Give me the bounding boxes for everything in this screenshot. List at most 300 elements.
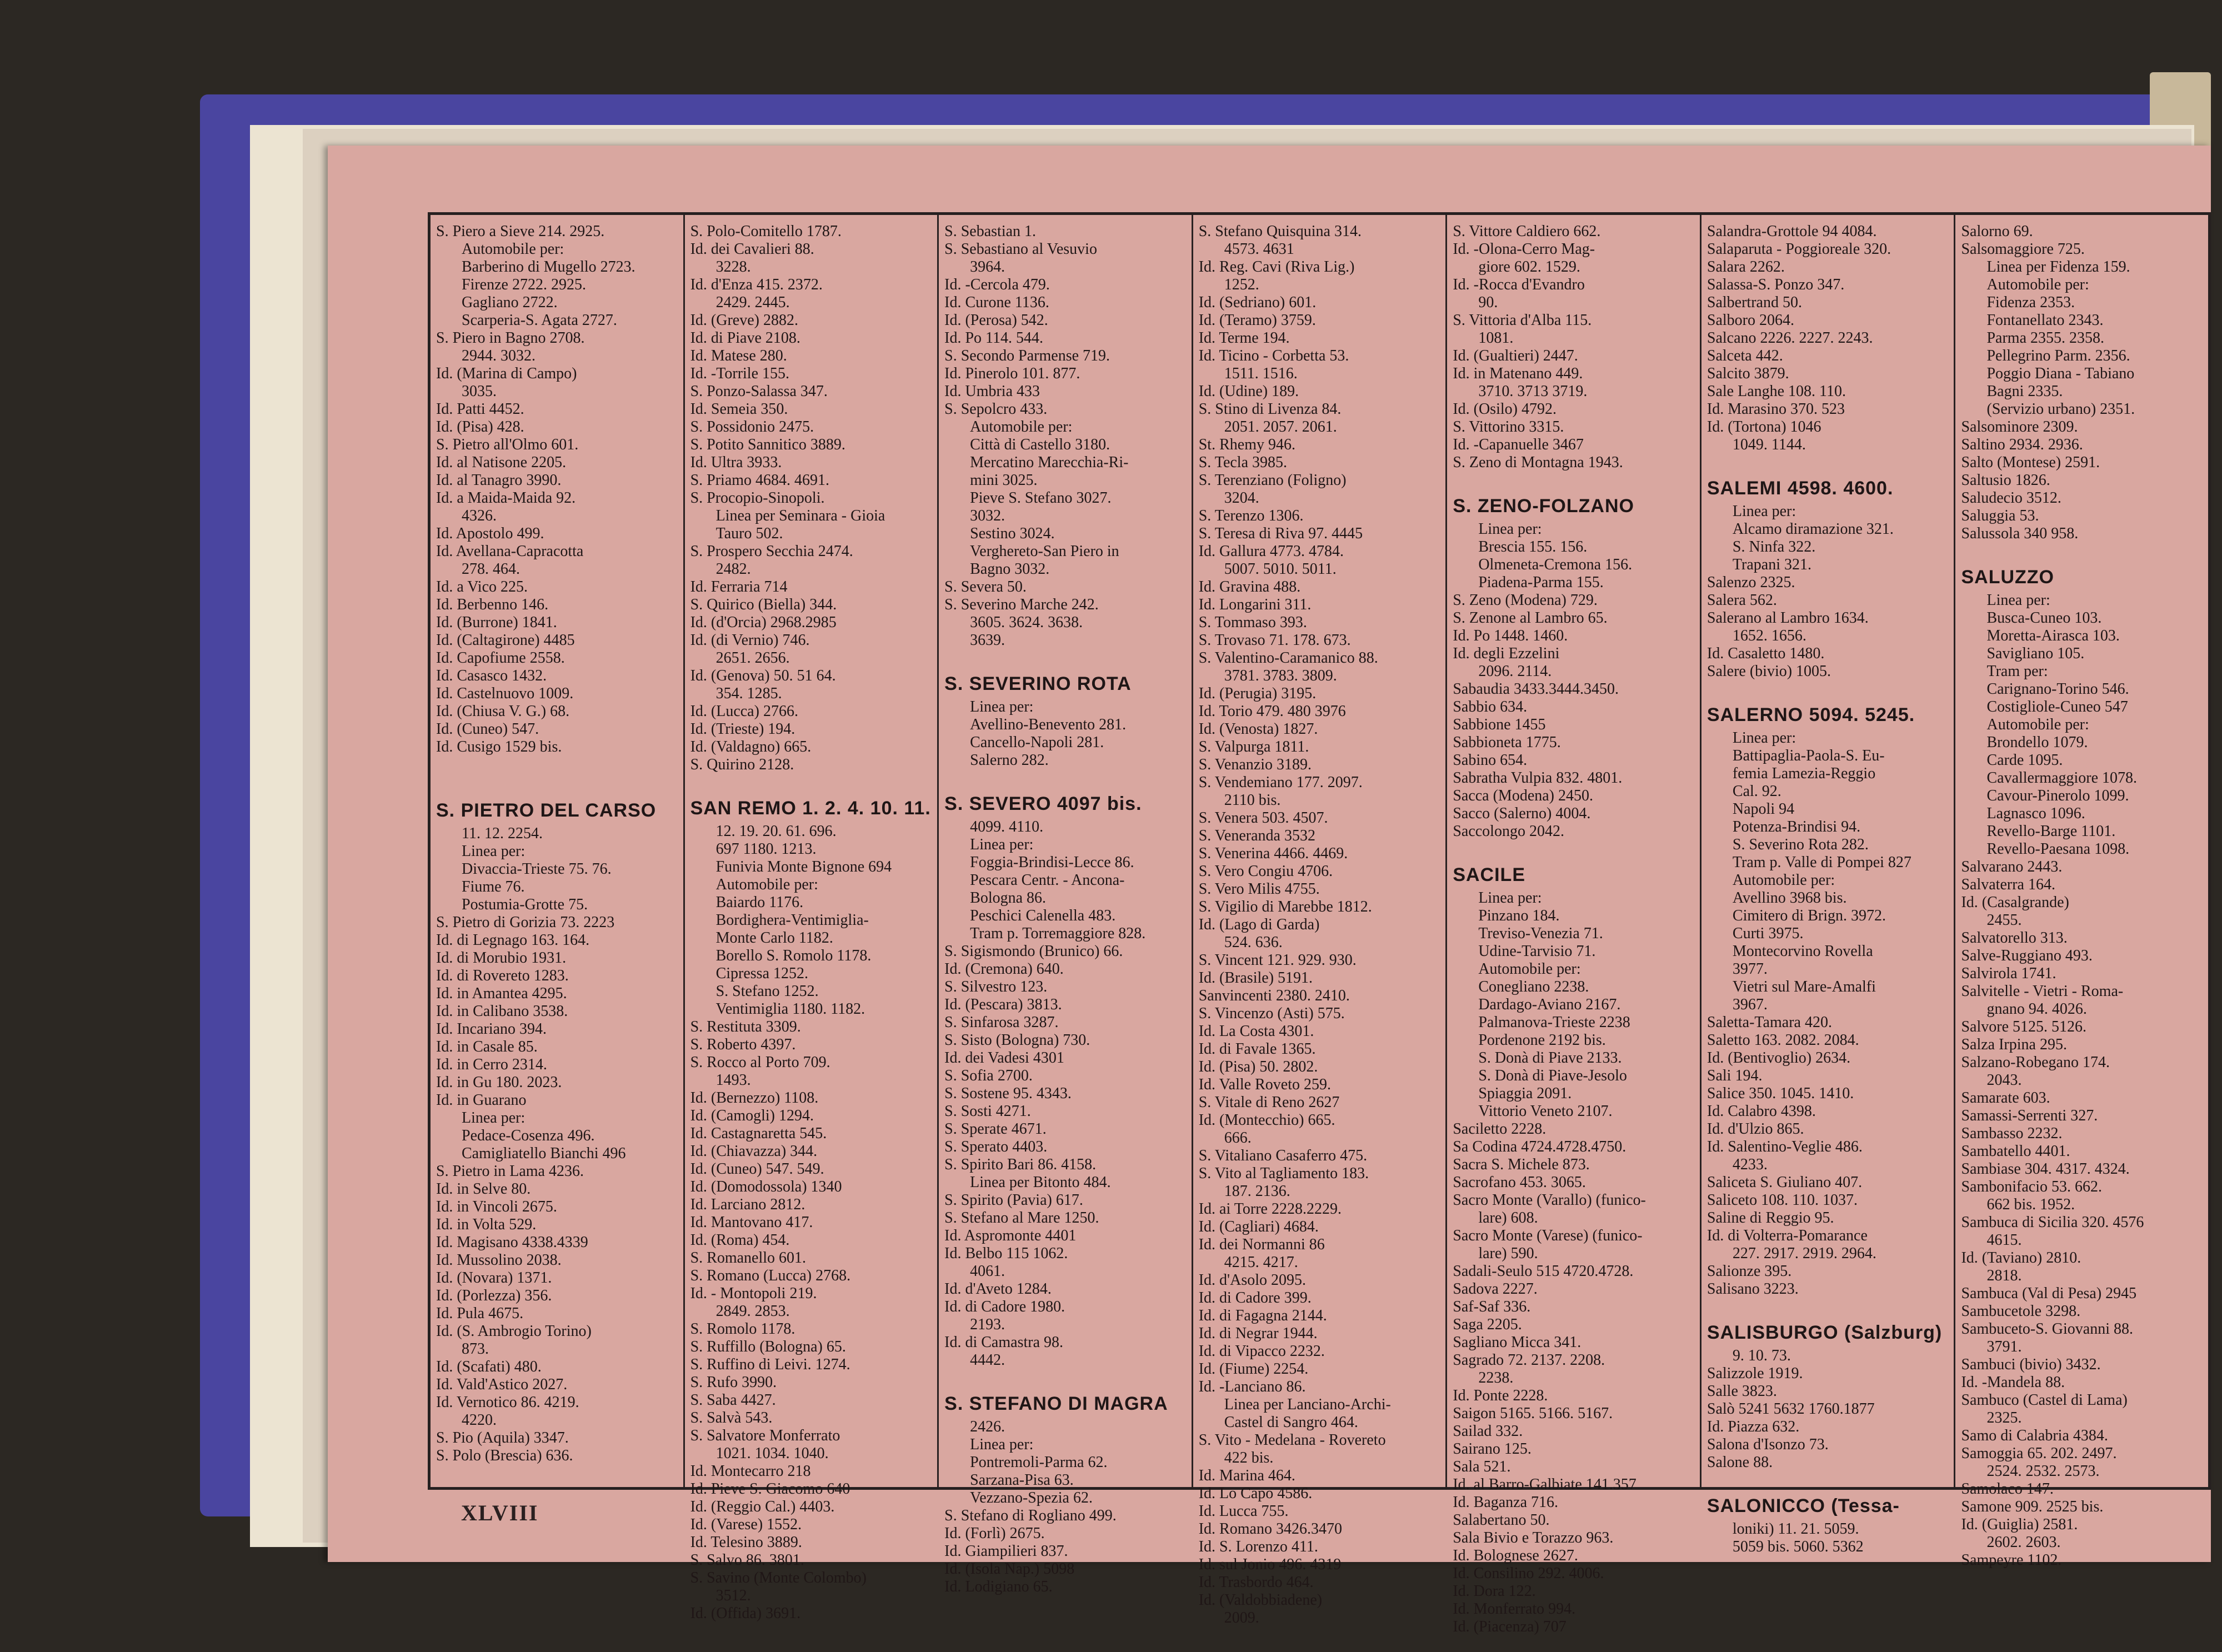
index-entry: Salona d'Isonzo 73. <box>1706 1436 1829 1453</box>
index-entry: Brondello 1079. <box>1986 734 2088 751</box>
index-entry: Pieve S. Stefano 3027. <box>970 489 1112 507</box>
index-entry: Salsominore 2309. <box>1961 418 2078 435</box>
index-entry: Id. Curone 1136. <box>944 294 1049 311</box>
index-entry: Sabino 654. <box>1453 752 1528 769</box>
index-entry: S. Spirito (Pavia) 617. <box>944 1192 1083 1209</box>
index-entry: Id. Giampilieri 837. <box>944 1543 1068 1560</box>
index-entry: S. Sofia 2700. <box>944 1067 1033 1084</box>
index-entry: Costigliole-Cuneo 547 <box>1986 698 2128 715</box>
index-entry: Id. Mantovano 417. <box>690 1214 813 1231</box>
index-entry: Automobile per: <box>970 418 1073 435</box>
index-entry: 2944. 3032. <box>462 347 536 364</box>
index-entry: 2051. 2057. 2061. <box>1224 418 1337 435</box>
index-entry: Id. Montecarro 218 <box>690 1463 811 1480</box>
index-entry: Cal. 92. <box>1732 783 1781 800</box>
index-entry: 3605. 3624. 3638. <box>970 614 1083 631</box>
index-entry: Id. di Piave 2108. <box>690 329 800 347</box>
index-entry: Id. (Forlì) 2675. <box>944 1525 1045 1542</box>
index-entry: Samo di Calabria 4384. <box>1961 1427 2108 1444</box>
index-entry: Sampeyre 1102. <box>1961 1551 2062 1569</box>
index-heading: S. STEFANO DI MAGRA <box>944 1393 1168 1414</box>
index-entry: 1021. 1034. 1040. <box>715 1445 829 1462</box>
index-entry: Id. di Legnago 163. 164. <box>436 932 590 949</box>
index-entry: Sagrado 72. 2137. 2208. <box>1453 1351 1605 1369</box>
index-entry: Sambasso 2232. <box>1961 1125 2063 1142</box>
index-entry: Id. Vald'Astico 2027. <box>436 1376 568 1393</box>
index-entry: Sadali-Seulo 515 4720.4728. <box>1453 1263 1634 1280</box>
index-entry: Sala 521. <box>1453 1458 1511 1475</box>
index-entry: Pescara Centr. - Ancona- <box>970 872 1125 889</box>
index-entry: Saliceto 108. 110. 1037. <box>1706 1192 1858 1209</box>
index-entry: Saga 2205. <box>1453 1316 1522 1333</box>
index-entry: Id. Salentino-Veglie 486. <box>1706 1138 1863 1155</box>
index-entry: Linea per: <box>462 1109 526 1127</box>
index-entry: S. Vero Congiu 4706. <box>1198 863 1333 880</box>
index-entry: Sabbione 1455 <box>1453 716 1546 733</box>
index-entry: Linea per Seminara - Gioia <box>715 507 885 524</box>
index-heading: S. PIETRO DEL CARSO <box>436 800 657 821</box>
index-entry: Id. Torio 479. 480 3976 <box>1198 703 1346 720</box>
index-entry: Samassi-Serrenti 327. <box>1961 1107 2098 1124</box>
index-entry: Id. Po 114. 544. <box>944 329 1044 347</box>
index-entry: Id. sul Jonio 496. 4319 <box>1198 1556 1342 1573</box>
index-entry: Sagliano Micca 341. <box>1453 1334 1582 1351</box>
index-column <box>685 215 939 1622</box>
index-entry: Id. (Guiglia) 2581. <box>1961 1516 2078 1533</box>
index-entry: Id. Gallura 4773. 4784. <box>1198 543 1344 560</box>
index-entry: Salandra-Grottole 94 4084. <box>1706 223 1877 240</box>
index-entry: Salbertrand 50. <box>1706 294 1802 311</box>
index-entry: Scarperia-S. Agata 2727. <box>462 312 617 329</box>
index-entry: Id. Matese 280. <box>690 347 787 364</box>
index-entry: 422 bis. <box>1224 1449 1274 1466</box>
index-entry: S. Valentino-Caramanico 88. <box>1198 649 1378 667</box>
index-entry: 2238. <box>1478 1369 1514 1386</box>
index-entry: Salcano 2226. 2227. 2243. <box>1706 329 1873 347</box>
index-entry: Potenza-Brindisi 94. <box>1732 818 1861 835</box>
index-entry: S. Pietro in Lama 4236. <box>436 1163 584 1180</box>
index-entry: Saltusio 1826. <box>1961 472 2050 489</box>
index-entry: Id. (Chiusa V. G.) 68. <box>436 703 570 720</box>
index-entry: Id. (Porlezza) 356. <box>436 1287 552 1304</box>
index-entry: S. Potito Sannitico 3889. <box>690 436 845 453</box>
index-entry: 4326. <box>462 507 497 524</box>
index-entry: lare) 608. <box>1478 1209 1538 1227</box>
index-entry: S. Romano (Lucca) 2768. <box>690 1267 851 1284</box>
index-entry: Sabbioneta 1775. <box>1453 734 1561 751</box>
index-entry: 3710. 3713 3719. <box>1478 383 1588 400</box>
index-entry: Città di Castello 3180. <box>970 436 1110 453</box>
index-entry: S. Valpurga 1811. <box>1198 738 1309 755</box>
index-entry: 3035. <box>462 383 497 400</box>
index-entry: Id. Magisano 4338.4339 <box>436 1234 588 1251</box>
index-entry: S. Tecla 3985. <box>1198 454 1288 471</box>
index-entry: Sambuci (bivio) 3432. <box>1961 1356 2101 1373</box>
index-entry: 187. 2136. <box>1224 1183 1290 1200</box>
index-entry: S. Prospero Secchia 2474. <box>690 543 853 560</box>
index-entry: S. Stefano 1252. <box>715 983 819 1000</box>
index-entry: Sambucetole 3298. <box>1961 1303 2081 1320</box>
index-entry: S. Tommaso 393. <box>1198 614 1307 631</box>
index-entry: Cancello-Napoli 281. <box>970 734 1104 751</box>
index-entry: S. Rufo 3990. <box>690 1374 777 1391</box>
index-entry: 3977. <box>1732 960 1768 978</box>
index-entry: S. Pio (Aquila) 3347. <box>436 1429 569 1446</box>
index-entry: S. Pietro di Gorizia 73. 2223 <box>436 914 615 931</box>
index-entry: 2325. <box>1986 1409 2022 1426</box>
index-entry: S. Quirico (Biella) 344. <box>690 596 837 613</box>
index-entry: Id. (Perugia) 3195. <box>1198 685 1317 702</box>
index-entry: S. Vittoria d'Alba 115. <box>1453 312 1592 329</box>
index-entry: Fidenza 2353. <box>1986 294 2075 311</box>
page-number: XLVIII <box>461 1500 539 1525</box>
index-entry: S. Vincent 121. 929. 930. <box>1198 952 1357 969</box>
index-entry: Salò 5241 5632 1760.1877 <box>1706 1400 1875 1418</box>
index-entry: Id. (Scafati) 480. <box>436 1358 542 1375</box>
index-entry: Sacrofano 453. 3065. <box>1453 1174 1586 1191</box>
index-entry: Postumia-Grotte 75. <box>462 896 588 913</box>
index-entry: Id. (Perosa) 542. <box>944 312 1048 329</box>
index-entry: Id. (Trieste) 194. <box>690 720 795 738</box>
index-entry: Id. Larciano 2812. <box>690 1196 805 1213</box>
index-entry: S. Ruffillo (Bologna) 65. <box>690 1338 846 1355</box>
index-entry: 4061. <box>970 1263 1005 1280</box>
index-entry: Sambatello 4401. <box>1961 1143 2070 1160</box>
index-entry: Automobile per: <box>715 876 818 893</box>
index-entry: Id. dei Vadesi 4301 <box>944 1049 1064 1067</box>
entry-spacer <box>944 769 1186 779</box>
index-entry: gnano 94. 4026. <box>1986 1000 2087 1018</box>
index-entry: Id. Lo Capo 4586. <box>1198 1485 1313 1502</box>
index-entry: S. Ninfa 322. <box>1732 538 1816 555</box>
index-entry: Sambuceto-S. Giovanni 88. <box>1961 1320 2133 1338</box>
index-entry: Sale Langhe 108. 110. <box>1706 383 1846 400</box>
index-entry: Id. al Natisone 2205. <box>436 454 567 471</box>
index-entry: Id. (Osilo) 4792. <box>1453 401 1557 418</box>
index-entry: Saline di Reggio 95. <box>1706 1209 1834 1227</box>
index-entry: Conegliano 2238. <box>1478 978 1589 995</box>
index-entry: 1252. <box>1224 276 1259 293</box>
index-entry: S. Venera 503. 4507. <box>1198 809 1328 827</box>
index-entry: 3228. <box>715 258 751 276</box>
index-entry: Salcito 3879. <box>1706 365 1789 382</box>
index-entry: S. Salvatore Monferrato <box>690 1427 840 1444</box>
index-entry: Carignano-Torino 546. <box>1986 680 2129 698</box>
index-entry: 2096. 2114. <box>1478 663 1552 680</box>
index-entry: Napoli 94 <box>1732 800 1795 818</box>
index-entry: Salvitelle - Vietri - Roma- <box>1961 983 2124 1000</box>
index-entry: S. Vittorino 3315. <box>1453 418 1564 435</box>
index-entry: Id. (d'Orcia) 2968.2985 <box>690 614 837 631</box>
index-entry: 2043. <box>1986 1072 2022 1089</box>
index-entry: S. Vitale di Reno 2627 <box>1198 1094 1340 1111</box>
index-entry: Moretta-Airasca 103. <box>1986 627 2120 644</box>
index-entry: S. Vittore Caldiero 662. <box>1453 223 1601 240</box>
index-entry: Id. (Camogli) 1294. <box>690 1107 814 1124</box>
index-entry: Id. di Vipacco 2232. <box>1198 1343 1325 1360</box>
index-entry: Tram p. Valle di Pompei 827 <box>1732 854 1911 871</box>
index-entry: Id. di Morubio 1931. <box>436 949 567 967</box>
index-entry: Funivia Monte Bignone 694 <box>715 858 892 875</box>
index-entry: 524. 636. <box>1224 934 1283 951</box>
index-entry: Id. a Maida-Maida 92. <box>436 489 576 507</box>
index-entry: S. Trovaso 71. 178. 673. <box>1198 632 1351 649</box>
index-entry: Salboro 2064. <box>1706 312 1794 329</box>
index-entry: Id. di Fagagna 2144. <box>1198 1307 1327 1324</box>
index-entry: Id. Reg. Cavi (Riva Lig.) <box>1198 258 1355 276</box>
index-entry: Piadena-Parma 155. <box>1478 574 1604 591</box>
index-entry: Saletto 163. 2082. 2084. <box>1706 1032 1859 1049</box>
index-entry: S. Silvestro 123. <box>944 978 1048 995</box>
index-entry: Cavallermaggiore 1078. <box>1986 769 2138 787</box>
index-entry: S. Romanello 601. <box>690 1249 807 1266</box>
index-entry: Spiaggia 2091. <box>1478 1085 1572 1102</box>
index-entry: loniki) 11. 21. 5059. <box>1732 1520 1859 1538</box>
index-entry: Sairano 125. <box>1453 1440 1532 1458</box>
index-entry: Id. Umbria 433 <box>944 383 1040 400</box>
timetable-index-page <box>328 146 2211 1635</box>
index-entry: 4442. <box>970 1351 1005 1369</box>
index-entry: Sambuca di Sicilia 320. 4576 <box>1961 1214 2144 1231</box>
index-entry: S. Salvà 543. <box>690 1409 773 1426</box>
index-entry: S. Priamo 4684. 4691. <box>690 472 830 489</box>
index-entry: S. Sinfarosa 3287. <box>944 1014 1059 1031</box>
index-entry: Lagnasco 1096. <box>1986 805 2085 822</box>
entry-spacer <box>1961 543 2203 553</box>
index-entry: Id. al Barro-Galbiate 141.357 <box>1453 1476 1637 1493</box>
index-entry: S. Romolo 1178. <box>690 1320 795 1338</box>
index-entry: Id. (Piacenza) 707 <box>1453 1618 1567 1635</box>
index-entry: S. Vitaliano Casaferro 475. <box>1198 1147 1368 1164</box>
index-entry: Id. -Capanuelle 3467 <box>1453 436 1584 453</box>
index-entry: 3032. <box>970 507 1005 524</box>
index-entry: Cipressa 1252. <box>715 965 809 982</box>
entry-spacer <box>1707 680 1949 690</box>
index-entry: Id. (Novara) 1371. <box>436 1269 552 1286</box>
entry-spacer <box>436 766 678 776</box>
index-entry: S. Sisto (Bologna) 730. <box>944 1032 1090 1049</box>
index-entry: Sacro Monte (Varese) (funico- <box>1453 1227 1643 1244</box>
index-entry: S. Donà di Piave-Jesolo <box>1478 1067 1627 1084</box>
index-entry: Busca-Cuneo 103. <box>1986 609 2102 627</box>
index-entry: Linea per: <box>970 836 1034 853</box>
index-column <box>1447 215 1701 1635</box>
index-entry: S. Sperato 4403. <box>944 1138 1048 1155</box>
index-entry: Salabertano 50. <box>1453 1511 1550 1529</box>
entry-spacer <box>436 776 678 786</box>
index-entry: Linea per: <box>1732 503 1796 520</box>
index-entry: Tram per: <box>1986 663 2048 680</box>
index-entry: Salorno 69. <box>1961 223 2033 240</box>
index-entry: Pellegrino Parm. 2356. <box>1986 347 2130 364</box>
index-entry: 4215. 4217. <box>1224 1254 1298 1271</box>
index-entry: Sa Codina 4724.4728.4750. <box>1453 1138 1627 1155</box>
index-entry: S. Stefano al Mare 1250. <box>944 1209 1099 1227</box>
index-entry: S. Terenzo 1306. <box>1198 507 1304 524</box>
index-entry: Id. Lodigiano 65. <box>944 1578 1053 1595</box>
index-entry: Id. Casasco 1432. <box>436 667 547 684</box>
index-entry: Id. (Marina di Campo) <box>436 365 577 382</box>
index-entry: 697 1180. 1213. <box>715 840 817 858</box>
index-entry: 873. <box>462 1340 489 1358</box>
index-entry: Pedace-Cosenza 496. <box>462 1127 595 1144</box>
index-entry: Id. -Rocca d'Evandro <box>1453 276 1585 293</box>
index-entry: Palmanova-Trieste 2238 <box>1478 1014 1630 1031</box>
index-entry: S. Saba 4427. <box>690 1391 776 1409</box>
index-entry: S. Pietro all'Olmo 601. <box>436 436 579 453</box>
index-entry: 1493. <box>715 1072 751 1089</box>
index-entry: Udine-Tarvisio 71. <box>1478 943 1596 960</box>
index-entry: Id. (di Vernio) 746. <box>690 632 810 649</box>
index-column <box>1701 215 1956 1555</box>
index-entry: Id. Marina 464. <box>1198 1467 1295 1484</box>
index-entry: Parma 2355. 2358. <box>1986 329 2104 347</box>
index-entry: Id. (Burrone) 1841. <box>436 614 557 631</box>
index-entry: Sestino 3024. <box>970 525 1055 542</box>
index-entry: Id. (Valdagno) 665. <box>690 738 812 755</box>
index-entry: S. Stefano Quisquina 314. <box>1198 223 1362 240</box>
index-entry: Salere (bivio) 1005. <box>1706 663 1831 680</box>
index-entry: Id. in Selve 80. <box>436 1180 531 1198</box>
index-entry: Pordenone 2192 bis. <box>1478 1032 1606 1049</box>
index-entry: Id. in Matenano 449. <box>1453 365 1583 382</box>
index-entry: Id. Dora 122. <box>1453 1583 1536 1600</box>
index-entry: S. Quirino 2128. <box>690 756 794 773</box>
index-entry: Salvaterra 164. <box>1961 876 2055 893</box>
index-entry: S. Donà di Piave 2133. <box>1478 1049 1622 1067</box>
index-entry: 2455. <box>1986 912 2022 929</box>
index-entry: Id. Lucca 755. <box>1198 1503 1289 1520</box>
index-entry: Id. Castagnaretta 545. <box>690 1125 827 1142</box>
index-entry: S. Stino di Livenza 84. <box>1198 401 1342 418</box>
index-entry: giore 602. 1529. <box>1478 258 1580 276</box>
index-entry: Id. Cusigo 1529 bis. <box>436 738 562 755</box>
index-entry: Id. La Costa 4301. <box>1198 1023 1314 1040</box>
index-entry: Vittorio Veneto 2107. <box>1478 1103 1613 1120</box>
index-entry: Id. Pula 4675. <box>436 1305 524 1322</box>
index-entry: Id. Aspromonte 4401 <box>944 1227 1077 1244</box>
index-entry: 4615. <box>1986 1232 2022 1249</box>
index-entry: Id. in Casale 85. <box>436 1038 538 1055</box>
index-entry: Sabratha Vulpia 832. 4801. <box>1453 769 1623 787</box>
index-entry: 2524. 2532. 2573. <box>1986 1463 2100 1480</box>
index-entry: Fiume 76. <box>462 878 525 895</box>
index-entry: 2426. <box>970 1418 1005 1435</box>
index-entry: Linea per: <box>1478 889 1542 907</box>
index-entry: Id. Castelnuovo 1009. <box>436 685 574 702</box>
index-entry: Salussola 340 958. <box>1961 525 2079 542</box>
index-entry: 5007. 5010. 5011. <box>1224 560 1337 578</box>
index-entry: Barberino di Mugello 2723. <box>462 258 635 276</box>
index-entry: Id. Monferrato 994. <box>1453 1600 1576 1618</box>
index-entry: Id. (Chiavazza) 344. <box>690 1143 818 1160</box>
index-entry: Id. (Roma) 454. <box>690 1232 790 1249</box>
index-entry: Id. (S. Ambrogio Torino) <box>436 1323 592 1340</box>
index-entry: Sanvincenti 2380. 2410. <box>1198 987 1350 1004</box>
index-entry: St. Rhemy 946. <box>1198 436 1295 453</box>
index-heading: SACILE <box>1453 864 1525 885</box>
index-entry: Revello-Paesana 1098. <box>1986 840 2130 858</box>
index-entry: Id. Pieve S. Giacomo 640 <box>690 1480 850 1498</box>
entry-spacer <box>1453 840 1694 850</box>
index-entry: Id. dei Normanni 86 <box>1198 1236 1325 1253</box>
index-entry: S. Rocco al Porto 709. <box>690 1054 830 1071</box>
index-entry: Saigon 5165. 5166. 5167. <box>1453 1405 1613 1422</box>
index-entry: S. Venanzio 3189. <box>1198 756 1312 773</box>
index-entry: Id. Vernotico 86. 4219. <box>436 1394 579 1411</box>
index-entry: (Servizio urbano) 2351. <box>1986 401 2135 418</box>
index-entry: Id. -Cercola 479. <box>944 276 1050 293</box>
index-entry: S. Severino Rota 282. <box>1732 836 1869 853</box>
index-entry: Id. in Guarano <box>436 1092 527 1109</box>
index-entry: Id. Incariano 394. <box>436 1020 547 1038</box>
index-entry: Sambuca (Val di Pesa) 2945 <box>1961 1285 2137 1302</box>
index-entry: Id. in Volta 529. <box>436 1216 537 1233</box>
index-entry: Salvore 5125. 5126. <box>1961 1018 2086 1035</box>
index-entry: Id. (Pescara) 3813. <box>944 996 1062 1013</box>
index-entry: Linea per Bitonto 484. <box>970 1174 1111 1191</box>
index-entry: S. Terenziano (Foligno) <box>1198 472 1347 489</box>
index-entry: S. Sepolcro 433. <box>944 401 1048 418</box>
index-entry: S. Spirito Bari 86. 4158. <box>944 1156 1097 1173</box>
index-entry: Borello S. Romolo 1178. <box>715 947 872 964</box>
index-entry: Salizzole 1919. <box>1706 1365 1803 1382</box>
index-entry: Id. (Casalgrande) <box>1961 894 2069 911</box>
index-entry: Id. Ponte 2228. <box>1453 1387 1548 1404</box>
index-entry: Sacco (Salerno) 4004. <box>1453 805 1591 822</box>
index-entry: S. Polo (Brescia) 636. <box>436 1447 573 1464</box>
index-entry: 1511. 1516. <box>1224 365 1298 382</box>
index-entry: Id. ai Torre 2228.2229. <box>1198 1200 1342 1218</box>
index-heading: SALONICCO (Tessa- <box>1706 1495 1900 1516</box>
entry-spacer <box>1707 454 1949 464</box>
index-entry: Id. Romano 3426.3470 <box>1198 1520 1342 1538</box>
index-entry: Id. Terme 194. <box>1198 329 1290 347</box>
index-entry: Id. (Fiume) 2254. <box>1198 1360 1309 1378</box>
index-entry: 1652. 1656. <box>1732 627 1806 644</box>
index-entry: Pontremoli-Parma 62. <box>970 1454 1108 1471</box>
index-entry: Id. di Cadore 1980. <box>944 1298 1065 1315</box>
index-entry: Linea per: <box>970 698 1034 715</box>
entry-spacer <box>1453 472 1694 482</box>
index-entry: 2429. 2445. <box>715 294 790 311</box>
index-entry: S. Restituta 3309. <box>690 1018 801 1035</box>
index-entry: Poggio Diana - Tabiano <box>1986 365 2135 382</box>
index-entry: Saccolongo 2042. <box>1453 823 1564 840</box>
index-entry: Id. Valle Roveto 259. <box>1198 1076 1331 1093</box>
index-entry: 4233. <box>1732 1156 1768 1173</box>
index-entry: Battipaglia-Paola-S. Eu- <box>1732 747 1885 764</box>
entry-spacer <box>944 1369 1186 1379</box>
index-entry: Sarzana-Pisa 63. <box>970 1471 1074 1489</box>
index-entry: Automobile per: <box>462 241 564 258</box>
index-entry: Id. -Lanciano 86. <box>1198 1378 1306 1395</box>
index-entry: Id. (Venosta) 1827. <box>1198 720 1318 738</box>
index-entry: 2651. 2656. <box>715 649 790 667</box>
index-heading: S. ZENO-FOLZANO <box>1453 495 1634 517</box>
index-entry: Id. (Sedriano) 601. <box>1198 294 1317 311</box>
index-entry: Id. Consilino 292. 4006. <box>1453 1565 1604 1582</box>
index-entry: Id. degli Ezzelini <box>1453 645 1560 662</box>
index-entry: Sacro Monte (Varallo) (funico- <box>1453 1192 1646 1209</box>
index-entry: 2818. <box>1986 1267 2022 1284</box>
index-entry: Id. in Gu 180. 2023. <box>436 1074 562 1091</box>
index-entry: 227. 2917. 2919. 2964. <box>1732 1245 1876 1262</box>
index-entry: Id. Ticino - Corbetta 53. <box>1198 347 1349 364</box>
index-entry: Id. (Gualtieri) 2447. <box>1453 347 1578 364</box>
index-entry: 3204. <box>1224 489 1259 507</box>
index-entry: Id. (Cuneo) 547. 549. <box>690 1160 824 1178</box>
